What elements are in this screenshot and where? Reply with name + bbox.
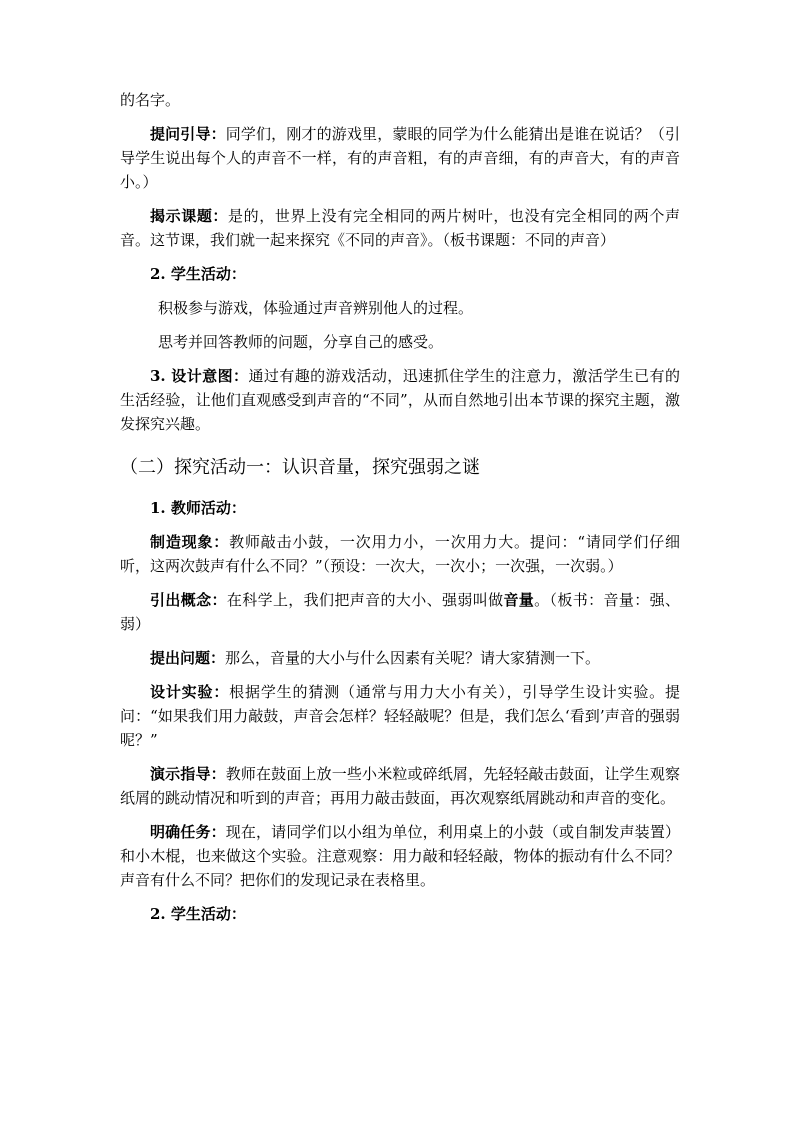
volume-term: 音量 (503, 591, 535, 609)
clarify-task-label: 明确任务： (150, 823, 226, 841)
design-experiment-label: 设计实验： (150, 683, 230, 701)
student-activity-label-1: 2. 学生活动： (150, 265, 246, 283)
section-heading: （二）探究活动一：认识音量，探究强弱之谜 (120, 457, 480, 478)
demo-guide-label: 演示指导： (150, 765, 226, 783)
raise-question-label: 提出问题： (150, 649, 226, 667)
introduce-concept-label: 引出概念： (150, 591, 227, 609)
design-experiment-text: 根据学生的猜测（通常与用力大小有关），引导学生设计实验。提问：“如果我们用力敲鼓，声音会怎样？轻轻敲呢？但是，我们怎么‘看到’声音的强弱呢？” (120, 683, 680, 749)
demo-guide-text: 教师在鼓面上放一些小米粒或碎纸屑，先轻轻敲击鼓面，让学生观察纸屑的跳动情况和听到的声音；再用力敲击鼓面，再次观察纸屑跳动和声音的变化。 (120, 765, 680, 807)
reveal-topic-paragraph (120, 204, 680, 252)
design-intent-text: 通过有趣的游戏活动，迅速抓住学生的注意力，激活学生已有的生活经验，让他们直观感受到声音的“不同”，从而自然地引出本节课的探究主题，激发探究兴趣。 (120, 367, 680, 433)
question-guide-text: 同学们，刚才的游戏里，蒙眼的同学为什么能猜出是谁在说话？（引导学生说出每个人的声音不一样，有的声音粗，有的声音细，有的声音大，有的声音小。） (120, 125, 680, 191)
student-activity-label-2: 2. 学生活动： (150, 905, 246, 923)
teacher-activity-label: 1. 教师活动： (150, 499, 246, 517)
intro-tail: 的名字。 (120, 91, 181, 109)
create-phenomenon-text: 教师敲击小鼓，一次用力小，一次用力大。提问：“请同学们仔细听，这两次鼓声有什么不同？”（预设：一次大，一次小；一次强，一次弱。） (120, 533, 680, 575)
design-intent-paragraph (120, 364, 680, 436)
raise-question-text: 那么，音量的大小与什么因素有关呢？请大家猜测一下。 (225, 649, 601, 667)
student-activity-item: 积极参与游戏，体验通过声音辨别他人的过程。 (158, 299, 474, 317)
demo-guide-paragraph (120, 762, 680, 810)
design-experiment-paragraph (120, 680, 680, 752)
reveal-topic-text: 是的，世界上没有完全相同的两片树叶，也没有完全相同的两个声音。这节课，我们就一起来探究《不同的声音》。（板书课题：不同的声音） (120, 207, 680, 249)
design-intent-label: 3. 设计意图： (150, 367, 249, 385)
document-page (120, 88, 680, 936)
create-phenomenon-label: 制造现象： (150, 533, 230, 551)
student-activity-item: 思考并回答教师的问题，分享自己的感受。 (158, 333, 444, 351)
question-guide-label: 提问引导： (150, 125, 226, 143)
reveal-topic-label: 揭示课题： (150, 207, 229, 225)
clarify-task-paragraph (120, 820, 680, 892)
create-phenomenon-paragraph (120, 530, 680, 578)
introduce-concept-paragraph: 引出概念：在科学上，我们把声音的大小、强弱叫做音量。（板书：音量：强、弱） (120, 591, 680, 633)
question-guide-paragraph (120, 122, 680, 194)
raise-question-paragraph (120, 646, 680, 670)
clarify-task-text: 现在，请同学们以小组为单位，利用桌上的小鼓（或自制发声装置）和小木棍，也来做这个实验。注意观察：用力敲和轻轻敲，物体的振动有什么不同？声音有什么不同？把你们的发现记录在表格里。 (120, 823, 680, 889)
